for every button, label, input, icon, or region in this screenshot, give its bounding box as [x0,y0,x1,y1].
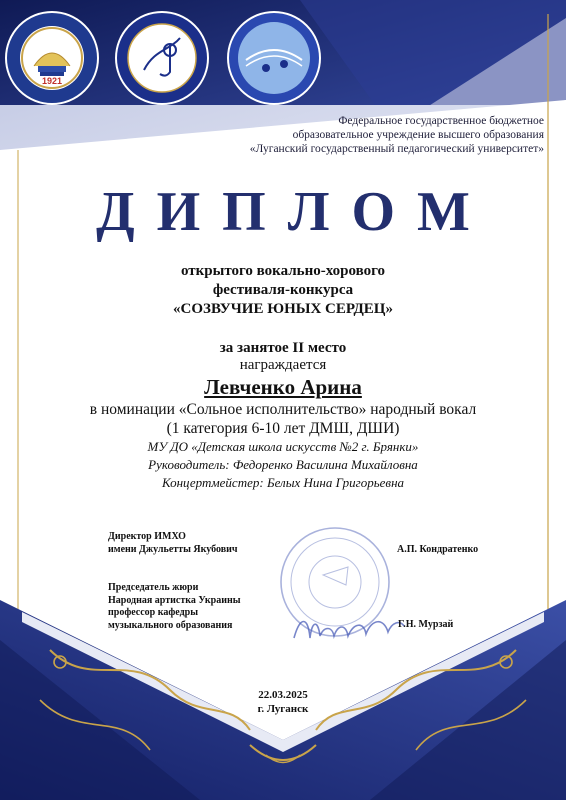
director-line-1: Директор ИМХО [108,531,186,542]
accompanist: Концертмейстер: Белых Нина Григорьевна [161,475,405,490]
festival-block [0,262,566,319]
jury-line-2: Народная артистка Украины [108,594,241,606]
festival-logo-icon [226,10,322,106]
issue-date: 22.03.2025 [258,689,308,701]
nomination: в номинации «Сольное исполнительство» народный вокал [89,401,477,418]
recipient-name: Левченко Арина [204,375,362,399]
jury-title [108,582,241,632]
award-block [0,340,566,492]
category: (1 категория 6-10 лет ДМШ, ДШИ) [166,420,400,437]
festival-line-2: фестиваля-конкурса [212,282,354,298]
jury-line-4: музыкального образования [108,619,233,631]
organization-name [214,114,544,156]
organization-line-1: Федеральное государственное бюджетное [338,115,544,127]
handwritten-signature [288,608,408,648]
university-emblem-icon [4,10,100,106]
director-name: А.П. Кондратенко [397,544,479,555]
leader: Руководитель: Федоренко Василина Михайловна [148,457,418,472]
director-line-2: имени Джульетты Якубович [108,543,238,555]
organization-line-3: «Луганский государственный педагогический университет» [249,143,544,155]
footer [0,688,566,716]
festival-line-3: «СОЗВУЧИЕ ЮНЫХ СЕРДЕЦ» [173,301,393,317]
jury-name: Г.Н. Мурзай [398,619,454,630]
award-place: за занятое II место [219,340,347,356]
school: МУ ДО «Детская школа искусств №2 г. Брянки» [147,439,419,454]
director-title [108,531,238,556]
diploma-title: ДИПЛОМ [96,181,492,243]
svg-text:1921: 1921 [41,76,63,86]
award-awarded-label: награждается [239,357,327,373]
music-institute-emblem-icon [114,10,210,106]
jury-line-3: профессор кафедры [108,607,199,618]
organization-line-2: образовательное учреждение высшего образования [292,129,544,141]
jury-line-1: Председатель жюри [108,582,199,593]
festival-line-1: открытого вокально-хорового [180,263,386,279]
issue-city: г. Луганск [257,703,309,715]
